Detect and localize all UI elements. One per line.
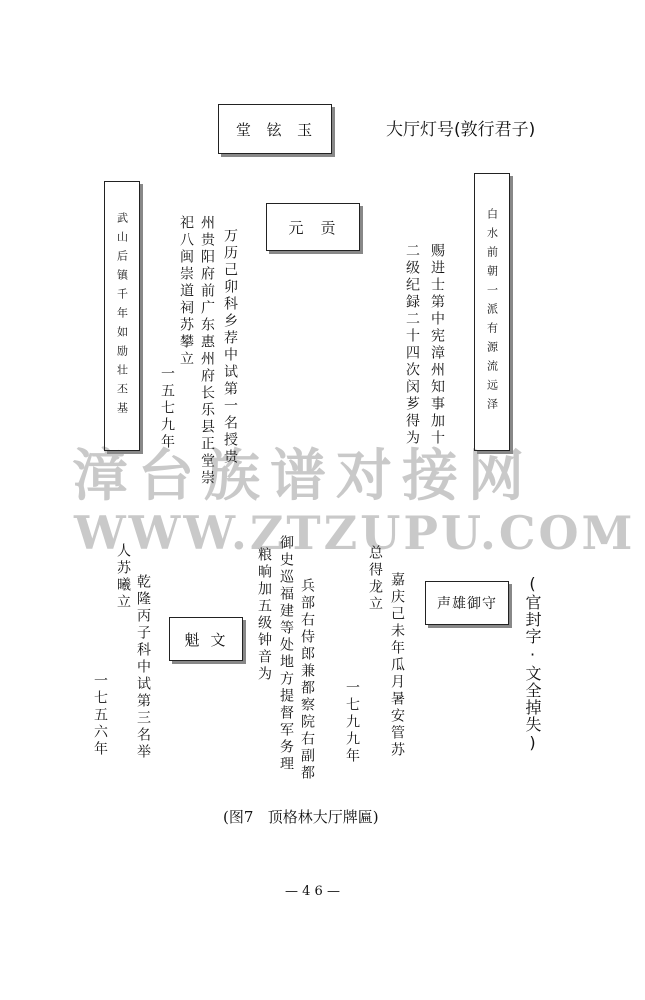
page-number: — 4 6 — — [285, 884, 340, 899]
text-bingbu-col1: 兵部右侍郎兼都察院右副都 — [299, 578, 315, 782]
plaque-char: 贡 — [320, 218, 338, 237]
text-bingbu-col3: 粮晌加五级钟音为 — [256, 547, 272, 683]
plaque-baishui — [474, 173, 510, 451]
text-year-1579: 一五七九年 — [159, 366, 175, 451]
text-wanli-col2: 州贵阳府前广东惠州府长乐县正堂崇 — [199, 215, 215, 487]
plaque-tang-hong-yu — [218, 104, 332, 154]
text-wanli-col3: 祀八闽崇道祠苏攀立 — [178, 215, 194, 368]
plaque-kui-wen — [169, 617, 243, 661]
text-qianlong-col2: 人苏曦立 — [115, 543, 131, 611]
text-jiaqing-col1: 嘉庆己未年瓜月暑安管苏 — [389, 572, 405, 759]
plaque-wushan — [104, 181, 140, 451]
plaque-char: 元 — [288, 218, 306, 237]
plaque-wushan-text: 武山后镇千年如励壮丕基 — [115, 211, 129, 421]
text-cixin-col2: 二级纪録二十四次闵芗得为 — [404, 243, 420, 447]
hall-lamp-title: 大厅灯号(敦行君子) — [386, 120, 536, 140]
plaque-char: 堂 — [235, 120, 253, 139]
plaque-yuan-gong — [266, 203, 360, 251]
text-bingbu-col2: 御史巡福建等处地方提督军务理 — [278, 535, 294, 773]
watermark-url: WWW.ZTZUPU.COM — [74, 506, 636, 560]
plaque-sheng-xiong-text: 声雄御守 — [437, 596, 497, 612]
plaque-char: 玉 — [297, 120, 315, 139]
plaque-sheng-xiong-yu-shou — [425, 581, 509, 625]
text-qianlong-col1: 乾隆丙子科中试第三名举 — [135, 574, 151, 761]
text-year-1756: 一七五六年 — [92, 673, 108, 758]
plaque-char: 文 — [210, 630, 228, 649]
text-cixin-col1: 赐进士第中宪漳州知事加十 — [429, 243, 445, 447]
plaque-baishui-text: 白水前朝一派有源流远泽 — [485, 207, 499, 417]
text-wanli-col1: 万历己卯科乡荐中试第一名授贵 — [222, 228, 238, 466]
plaque-char: 魁 — [184, 630, 202, 649]
text-guanfeng-note: (官封字·文全掉失) — [523, 574, 542, 753]
figure-caption: (图7 顶格林大厅牌匾) — [223, 808, 379, 826]
plaque-char: 铉 — [266, 120, 284, 139]
watermark-chinese: 漳台族谱对接网 — [72, 444, 534, 509]
text-year-1799: 一七九九年 — [344, 680, 360, 765]
text-jiaqing-col2: 总得龙立 — [367, 545, 383, 613]
